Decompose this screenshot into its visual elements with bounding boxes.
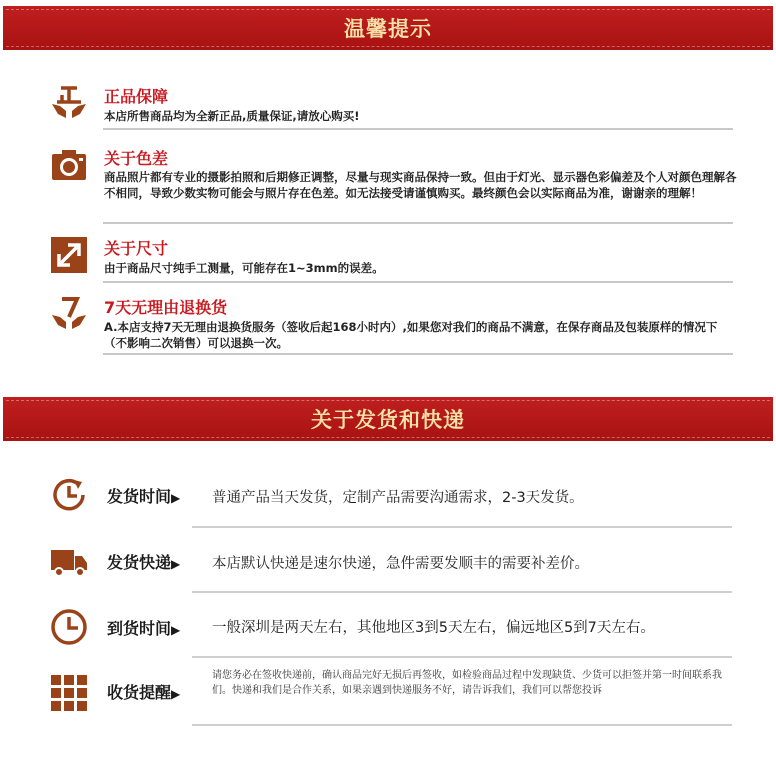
grid-icon [50,674,88,712]
tip-row-color [0,142,776,222]
tip-row-return [0,293,776,353]
shipping-title: 收货提醒▶ [107,683,181,702]
shipping-title: 发货时间▶ [107,487,181,506]
tip-row-authentic [0,80,776,130]
shipping-banner-title: 关于发货和快递 [311,408,465,432]
tip-desc: 本店所售商品均为全新正品,质量保证,请放心购买! [104,109,360,123]
divider [103,128,733,130]
shipping-row-arrival-time [0,604,776,648]
tip-desc: A.本店支持7天无理由退换货服务（签收后起168小时内）,如果您对我们的商品不满意，在保存商品及包装原样的情况下（不影响二次销售）可以退换一次。 [104,320,718,350]
clock-arrow-icon [50,476,88,514]
divider [103,222,733,224]
shipping-desc: 一般深圳是两天左右，其他地区3到5天左右，偏远地区5到7天左右。 [212,620,655,636]
shipping-row-dispatch-time [0,474,776,518]
shipping-banner [3,397,773,441]
clock-icon [50,608,88,646]
divider [103,353,733,355]
shipping-desc: 本店默认快递是速尔快递，急件需要发顺丰的需要补差价。 [212,556,589,572]
tip-title: 正品保障 [104,87,169,106]
shipping-desc: 普通产品当天发货，定制产品需要沟通需求，2-3天发货。 [212,490,584,506]
authentic-icon [50,84,88,122]
shipping-title: 发货快递▶ [107,553,181,572]
tip-title: 关于色差 [104,149,169,168]
divider [103,281,733,283]
arrow-right-icon: ▶ [171,687,181,701]
shipping-title: 到货时间▶ [107,619,181,638]
resize-icon [50,236,88,274]
seven-day-return-icon [50,295,88,333]
divider [192,591,732,593]
tip-title: 7天无理由退换货 [104,298,228,317]
shipping-desc: 请您务必在签收快递前，确认商品完好无损后再签收，如检验商品过程中发现缺货、少货可以拒签并第一时间联系我们。快递和我们是合作关系，如果亲遇到快递服务不好，请告诉我们，我们可以帮您投诉 [212,670,722,696]
arrow-right-icon: ▶ [171,623,181,637]
truck-icon [50,542,88,580]
divider [192,526,732,528]
shipping-row-courier [0,540,776,584]
tip-row-size [0,234,776,282]
camera-icon [50,146,88,184]
arrow-right-icon: ▶ [171,557,181,571]
tips-banner-title: 温馨提示 [344,17,432,41]
tips-banner [3,6,773,50]
divider [192,724,732,726]
divider [192,656,732,658]
tip-title: 关于尺寸 [104,239,169,258]
tip-desc: 商品照片都有专业的摄影拍照和后期修正调整，尽量与现实商品保持一致。但由于灯光、显示器色彩偏差及个人对颜色理解各不相同，导致少数实物可能会与照片存在色差。如无法接受请谨慎购买。最终颜色会以实际商品为准，谢谢亲的理解！ [104,170,737,200]
arrow-right-icon: ▶ [171,491,181,505]
tip-desc: 由于商品尺寸纯手工测量，可能存在1~3mm的误差。 [104,261,384,275]
shipping-row-receipt-reminder [0,666,776,722]
